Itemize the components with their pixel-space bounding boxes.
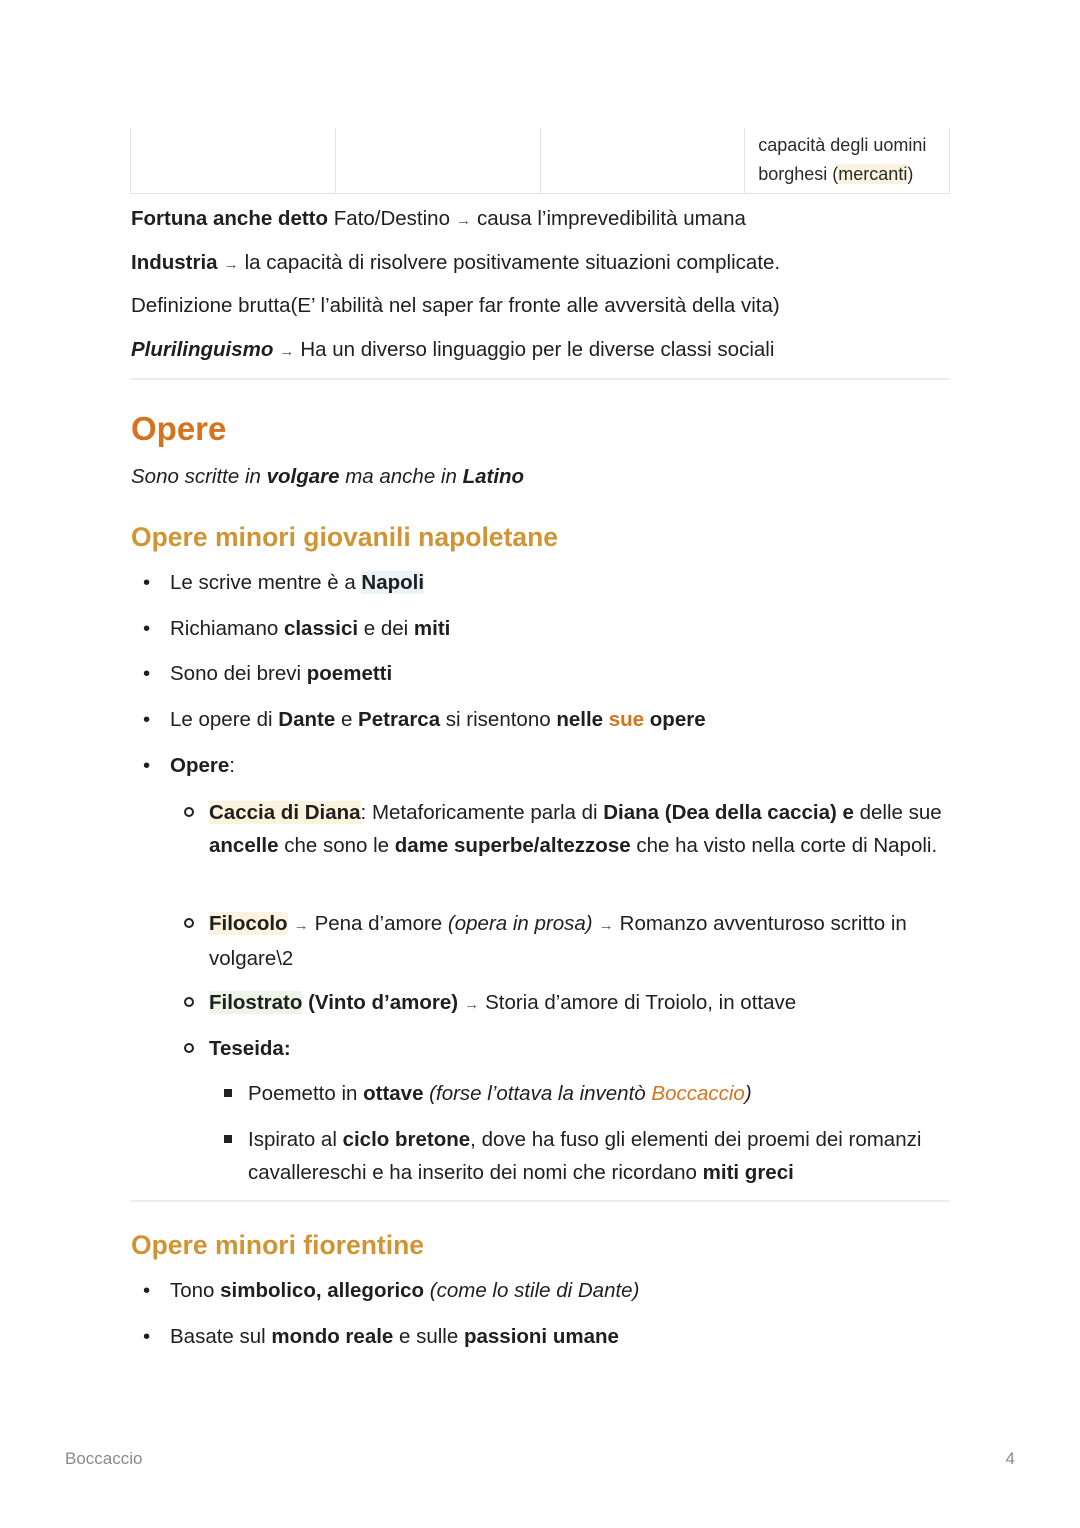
heading-giovanili: Opere minori giovanili napoletane — [131, 522, 559, 552]
table-cell — [540, 128, 745, 194]
item-bold-orange: sue — [603, 708, 645, 731]
item-italic-orange: Boccaccio — [651, 1082, 745, 1105]
sub-sub-item — [248, 1123, 938, 1189]
item-bold: ancelle — [209, 834, 279, 857]
square-bullet-icon — [224, 1135, 232, 1143]
list-item — [170, 571, 424, 595]
definition-text: Ha un diverso linguaggio per le diverse classi sociali — [300, 338, 775, 361]
item-italic: ) — [744, 1082, 752, 1105]
item-bold: mondo reale — [271, 1325, 394, 1348]
definition-text: causa l’imprevedibilità umana — [476, 207, 746, 230]
table-cell — [745, 128, 950, 194]
heading-fiorentine: Opere minori fiorentine — [131, 1230, 425, 1260]
list-item — [170, 754, 235, 778]
item-text: che ha visto nella corte di Napoli. — [630, 834, 938, 857]
list-item — [170, 1279, 639, 1303]
arrow-icon: → — [455, 212, 471, 229]
intro-text: ma anche in — [339, 465, 463, 488]
item-bold: Petrarca — [358, 708, 441, 731]
item-text: Poemetto in — [248, 1082, 364, 1105]
opere-intro — [131, 465, 524, 489]
item-text: e — [335, 708, 359, 731]
divider — [130, 378, 950, 380]
item-bold: dame superbe/altezzose — [394, 834, 631, 857]
page-number: 4 — [1005, 1449, 1015, 1468]
definition-fortuna — [131, 207, 746, 231]
circle-bullet-icon — [184, 997, 194, 1007]
item-bold: classici — [283, 617, 359, 640]
highlight-filocolo: Filocolo — [209, 912, 288, 935]
highlight-napoli: Napoli — [361, 571, 425, 594]
definition-text: Fato/Destino — [328, 207, 450, 230]
arrow-icon: → — [464, 996, 480, 1013]
term-industria: Industria — [131, 251, 218, 274]
item-text: Sono dei brevi — [170, 662, 307, 685]
item-text: e dei — [358, 617, 414, 640]
sub-sub-item — [248, 1077, 938, 1110]
item-text: : Metaforicamente parla di — [360, 801, 604, 824]
item-bold: ciclo bretone — [342, 1128, 471, 1151]
list-item — [170, 617, 450, 641]
sub-item-filocolo — [209, 907, 954, 975]
highlight-filostrato: Filostrato — [209, 991, 303, 1014]
definition-plurilinguismo — [131, 338, 774, 362]
definition-brutta: Definizione brutta(E’ l’abilità nel saper far fronte alle avversità della vita) — [131, 294, 780, 317]
arrow-icon: → — [279, 343, 295, 360]
bullet-icon: • — [143, 708, 151, 731]
item-text: : — [229, 754, 235, 777]
item-text: Basate sul — [170, 1325, 272, 1348]
item-bold: passioni umane — [463, 1325, 619, 1348]
item-bold: poemetti — [306, 662, 393, 685]
circle-bullet-icon — [184, 1043, 194, 1053]
item-text: Richiamano — [170, 617, 284, 640]
item-bold: Opere — [170, 754, 230, 777]
item-bold: Dante — [278, 708, 336, 731]
cell-text: capacità degli uomini — [758, 135, 927, 155]
intro-bold: volgare — [266, 465, 340, 488]
item-text: e sulle — [393, 1325, 464, 1348]
intro-text: Sono scritte in — [131, 465, 267, 488]
item-text: Tono — [170, 1279, 221, 1302]
item-bold: Teseida: — [209, 1037, 291, 1060]
term-plurilinguismo: Plurilinguismo — [131, 338, 274, 361]
item-bold: (Vinto d’amore) — [302, 991, 459, 1014]
term-fortuna: Fortuna anche detto — [131, 207, 329, 230]
arrow-icon: → — [293, 917, 309, 934]
footer-title: Boccaccio — [65, 1449, 143, 1468]
item-text: Le scrive mentre è a — [170, 571, 362, 594]
item-text: che sono le — [278, 834, 395, 857]
item-bold: miti — [413, 617, 451, 640]
square-bullet-icon — [224, 1089, 232, 1097]
sub-item-caccia — [209, 796, 954, 862]
item-bold: simbolico, allegorico — [220, 1279, 425, 1302]
table-cell — [335, 128, 540, 194]
definition-text: la capacità di risolvere positivamente situazioni complicate. — [244, 251, 781, 274]
arrow-icon: → — [598, 917, 614, 934]
item-text: si risentono — [440, 708, 557, 731]
item-text: Le opere di — [170, 708, 279, 731]
arrow-icon: → — [223, 256, 239, 273]
item-text: , dove ha fuso gli elementi dei proemi dei romanzi cavallereschi e ha inserito dei nomi che ricordano — [248, 1128, 922, 1184]
list-item — [170, 1325, 619, 1349]
item-text: Romanzo avventuroso scritto in volgare\2 — [209, 912, 907, 970]
cell-text: borghesi ( — [758, 164, 839, 184]
item-text: delle sue — [853, 801, 942, 824]
list-item — [170, 708, 706, 732]
list-item — [170, 662, 392, 686]
circle-bullet-icon — [184, 807, 194, 817]
heading-opere: Opere — [131, 410, 227, 447]
item-bold: ottave — [363, 1082, 424, 1105]
item-italic: (come lo stile di Dante) — [424, 1279, 640, 1302]
item-bold: nelle — [556, 708, 604, 731]
table-cell — [131, 128, 336, 194]
item-bold: Diana (Dea della caccia) e — [603, 801, 854, 824]
item-text: Pena d’amore — [314, 912, 448, 935]
item-italic: (forse l’ottava la inventò — [423, 1082, 652, 1105]
bullet-icon: • — [143, 571, 151, 594]
item-text: Storia d’amore di Troiolo, in ottave — [485, 991, 797, 1014]
circle-bullet-icon — [184, 918, 194, 928]
bullet-icon: • — [143, 754, 151, 777]
sub-item-teseida — [209, 1032, 954, 1065]
bullet-icon: • — [143, 662, 151, 685]
bullet-icon: • — [143, 617, 151, 640]
highlight-mercanti: mercanti — [838, 164, 908, 184]
bullet-icon: • — [143, 1325, 151, 1348]
sub-item-filostrato — [209, 986, 954, 1021]
item-text: Ispirato al — [248, 1128, 343, 1151]
divider — [130, 1200, 950, 1202]
item-bold: opere — [644, 708, 706, 731]
cell-text: ) — [907, 164, 914, 184]
highlight-caccia: Caccia di Diana — [209, 801, 361, 824]
intro-bold: Latino — [462, 465, 525, 488]
continued-table — [130, 128, 950, 194]
bullet-icon: • — [143, 1279, 151, 1302]
item-bold: miti greci — [702, 1161, 794, 1184]
item-italic: (opera in prosa) — [447, 912, 593, 935]
definition-industria — [131, 251, 780, 275]
